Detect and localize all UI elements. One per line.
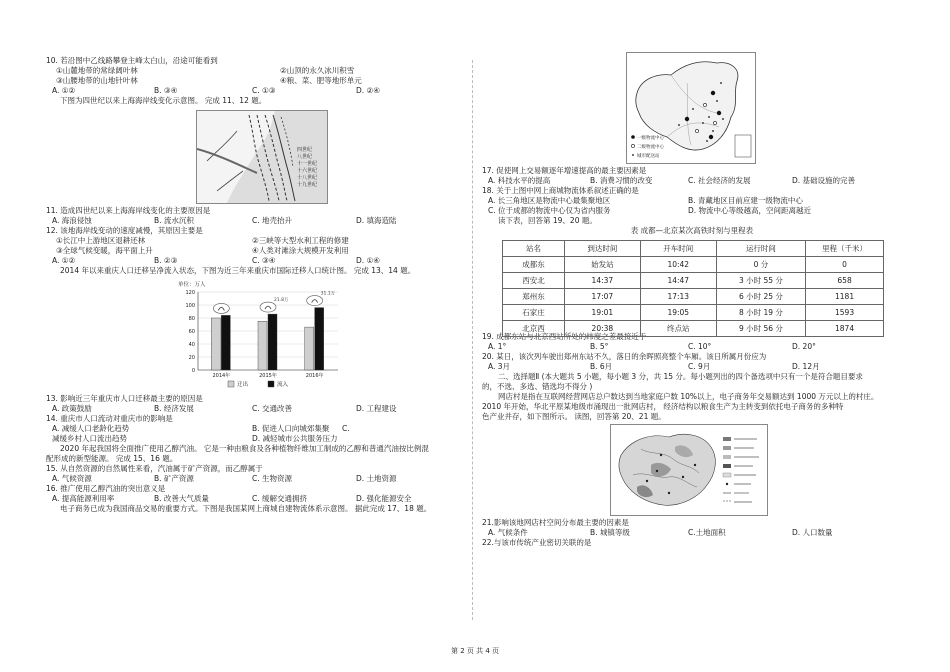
- table-cell: 北京西: [503, 321, 565, 337]
- q16-choice-c: C. 缓解交通拥挤: [252, 494, 308, 503]
- q19-choice-c: C. 10°: [688, 342, 712, 351]
- q18-choice-a: A. 长三角地区是物流中心最集聚地区: [488, 196, 611, 205]
- q13-choice-b: B. 经济发展: [154, 404, 194, 413]
- intro-21-line2: 2010 年开始，华北平原某地级市涌现出一批网店村， 经济结构以粮食生产为主转变到依托电子商务的多种特: [482, 402, 844, 411]
- q10-stem: 10. 若沿图中乙线路攀登主峰太白山，沿途可能看到: [46, 56, 218, 65]
- logistics-center-first: [685, 117, 689, 121]
- table-cell: 石家庄: [503, 305, 565, 321]
- q12-answers: [46, 256, 464, 266]
- q17-choice-c: C. 社会经济的发展: [688, 176, 751, 185]
- q12-choice-a: A. ①②: [52, 256, 76, 265]
- q16-choice-d: D. 强化能源安全: [356, 494, 412, 503]
- table-cell: 14:47: [640, 273, 716, 289]
- table-header: 运行时间: [716, 241, 805, 257]
- x-tick-label: 2014年: [212, 373, 231, 379]
- callout-bubble: [213, 303, 229, 313]
- legend-swatch-outflow: [228, 381, 234, 387]
- section2-heading-line2: 的，不选、多选、错选均不得分 ): [482, 382, 593, 391]
- table-row: [503, 289, 884, 305]
- y-tick-label: 120: [185, 290, 195, 296]
- bar-outflow: [258, 321, 267, 370]
- q15-choice-a: A. 气候资源: [52, 474, 92, 483]
- table-cell: 658: [806, 273, 884, 289]
- legend-swatch-inflow: [268, 381, 274, 387]
- table-cell: 20:38: [564, 321, 640, 337]
- table-caption: 表 成都—北京某次高铁时刻与里程表: [630, 226, 754, 235]
- y-tick-label: 100: [185, 303, 195, 309]
- table-cell: 19:05: [640, 305, 716, 321]
- q19-choice-b: B. 5°: [590, 342, 609, 351]
- regional-map-area: [482, 422, 902, 518]
- table-header-row: [503, 241, 884, 257]
- q12-options-row2: [46, 246, 464, 256]
- table-cell: 1593: [806, 305, 884, 321]
- logistics-center-first: [717, 111, 721, 115]
- q14-choice-d: D. 减轻城市公共服务压力: [252, 434, 338, 443]
- q12-choice-c: C. ③④: [252, 256, 276, 265]
- q15-answers: [46, 474, 464, 484]
- y-tick-label: 60: [188, 329, 195, 335]
- q11-choice-b: B. 流水沉积: [154, 216, 194, 225]
- q16-choice-a: A. 提高能源利用率: [52, 494, 115, 503]
- logistics-center-first: [709, 135, 713, 139]
- table-cell: 19:01: [564, 305, 640, 321]
- q11-choice-a: A. 海浪侵蚀: [52, 216, 92, 225]
- q14-choice-c-text: 减缓乡村人口流出趋势: [52, 434, 127, 443]
- south-sea-inset: [735, 135, 751, 157]
- y-tick-label: 80: [188, 316, 195, 322]
- table-cell: 始发站: [564, 257, 640, 273]
- q21-answers: [482, 528, 902, 538]
- right-column: [482, 52, 902, 548]
- intro-17-18: 电子商务已成为我国商品交易的重要方式。下图是我国某网上商城自建物流体系示意图。 据此完成 17、18 题。: [60, 504, 432, 513]
- table-cell: 3 小时 55 分: [716, 273, 805, 289]
- map-label-8th: 八世纪: [297, 154, 313, 160]
- q19-choice-d: D. 20°: [792, 342, 816, 351]
- table-header: 站名: [503, 241, 565, 257]
- q11-choice-d: D. 填海造陆: [356, 216, 397, 225]
- q13-answers: [46, 404, 464, 414]
- q18-choice-d: D. 物流中心等级越高，空间距离越近: [688, 206, 812, 215]
- section2-heading-line1: 二、选择题Ⅱ (本大题共 5 小题，每小题 3 分，共 15 分。每小题列出的四个备选项中只有一个是符合题目要求: [498, 372, 863, 381]
- train-timetable: [502, 240, 884, 337]
- table-row: [503, 273, 884, 289]
- bar-outflow: [211, 318, 220, 370]
- q10-opt1: ①山麓地带的常绿阔叶林: [56, 66, 138, 75]
- x-tick-label: 2016年: [305, 373, 324, 379]
- map-label-4th: 四世纪: [297, 147, 313, 153]
- legend-delivery-station: 城市配送站: [637, 154, 660, 159]
- bar-inflow: [268, 314, 277, 370]
- q13-stem: 13. 影响近三年重庆市人口迁移最主要的原因是: [46, 394, 203, 403]
- q21-choice-a: A. 气候条件: [488, 528, 528, 537]
- net-inflow-label: 21.8万: [274, 298, 289, 304]
- logistics-center-second: [713, 121, 716, 124]
- q18-answers-row1: [482, 196, 902, 206]
- table-cell: 17:13: [640, 289, 716, 305]
- table-cell: 1181: [806, 289, 884, 305]
- q15-choice-c: C. 生物资源: [252, 474, 293, 483]
- table-cell: 郑州东: [503, 289, 565, 305]
- intro-21-line3: 色产业并存，如下图所示。 读图，回答第 20、21 题。: [482, 412, 666, 421]
- q17-choice-d: D. 基础设施的完善: [792, 176, 856, 185]
- callout-bubble: [307, 296, 323, 306]
- q18-choice-c: C. 位于成都的物流中心仅为省内服务: [488, 206, 611, 215]
- q17-choice-b: B. 消费习惯的改变: [590, 176, 653, 185]
- table-row: [503, 257, 884, 273]
- q20-choice-c: C. 9月: [688, 362, 711, 371]
- table-header: 开车时间: [640, 241, 716, 257]
- shanghai-coastline-map: [196, 110, 328, 204]
- legend-outflow: 迁出: [237, 382, 249, 388]
- china-logistics-map: [626, 52, 756, 164]
- q11-answers: [46, 216, 464, 226]
- q12-opt3: ③全球气候变暖，海平面上升: [56, 246, 153, 255]
- y-tick-label: 40: [188, 342, 195, 348]
- q17-stem: 17. 促使网上交易额逐年增速提高的最主要因素是: [482, 166, 647, 175]
- q12-opt4: ④人类对滩涂大规模开发利用: [252, 246, 349, 255]
- migration-bar-chart: [176, 278, 346, 392]
- q14-choice-c: C.: [342, 424, 350, 433]
- q13-choice-a: A. 政策鼓励: [52, 404, 92, 413]
- coastline-map-area: [46, 106, 464, 206]
- q14-choice-b: B. 促进人口向城郊集聚: [252, 424, 330, 433]
- q14-answers: [46, 424, 464, 434]
- callout-bubble: [260, 302, 276, 312]
- q19-stem: 19. 成都东站与北京西站所处的纬度之差最接近于: [482, 332, 647, 341]
- q10-opt4: ④粮、菜、肥等地形单元: [280, 76, 362, 85]
- map-label-18th: 十八世纪: [297, 175, 318, 181]
- q12-opt2: ②三峡等大型水利工程的修建: [252, 236, 349, 245]
- q20-choice-d: D. 12月: [792, 362, 820, 371]
- q20-stem: 20. 某日，该次列车驶出郑州东站不久，落日的余晖照亮整个车厢。该日所属月份应为: [482, 352, 767, 361]
- q10-choice-a: A. ①②: [52, 86, 76, 95]
- q17-answers: [482, 176, 902, 186]
- y-tick-label: 0: [191, 368, 195, 374]
- q10-opt2: ②山顶的永久冰川积雪: [280, 66, 355, 75]
- q21-choice-b: B. 城镇等级: [590, 528, 630, 537]
- left-column: [46, 56, 464, 514]
- q13-choice-d: D. 工程建设: [356, 404, 397, 413]
- logistics-center-second: [695, 129, 698, 132]
- q10-answers: [46, 86, 464, 96]
- q18-stem: 18. 关于上图中网上商城物流体系叙述正确的是: [482, 186, 639, 195]
- q10-choice-b: B. ③④: [154, 86, 178, 95]
- bar-outflow: [305, 327, 314, 370]
- q10-opt3: ③山腰地带的山地针叶林: [56, 76, 138, 85]
- legend-second-center: 二级物流中心: [637, 145, 664, 150]
- table-cell: 1874: [806, 321, 884, 337]
- table-cell: 6 小时 25 分: [716, 289, 805, 305]
- map-label-11th: 十一世纪: [297, 161, 318, 167]
- q11-choice-c: C. 地壳抬升: [252, 216, 293, 225]
- column-divider: [472, 60, 473, 620]
- q19-answers: [482, 342, 902, 352]
- q14-choice-a: A. 减缓人口老龄化趋势: [52, 424, 130, 433]
- y-tick-label: 20: [188, 355, 195, 361]
- intro-15-16-line1: 2020 年起我国将全面推广使用乙醇汽油。 它是一种由粮食及各种植物纤维加工制成的乙醇和普通汽油按比例混: [60, 444, 429, 453]
- q19-choice-a: A. 1°: [488, 342, 507, 351]
- table-row: [503, 321, 884, 337]
- q20-choice-a: A. 3月: [488, 362, 511, 371]
- intro-13-14: 2014 年以来重庆人口迁移呈净流入状态，下图为近三年来重庆市国际迁移人口统计图。 完成 13、14 题。: [60, 266, 416, 275]
- q12-stem: 12. 该地海岸线变动的速度减慢，其原因主要是: [46, 226, 203, 235]
- table-cell: 9 小时 56 分: [716, 321, 805, 337]
- q11-stem: 11. 造成四世纪以来上海海岸线变化的主要原因是: [46, 206, 211, 215]
- map-label-19th: 十九世纪: [297, 182, 318, 188]
- x-tick-label: 2015年: [259, 373, 277, 379]
- q16-stem: 16. 推广使用乙醇汽油的突出意义是: [46, 484, 166, 493]
- q15-choice-d: D. 土地资源: [356, 474, 397, 483]
- migration-chart-area: [46, 276, 464, 394]
- logistics-map-area: [482, 52, 902, 166]
- table-row: [503, 305, 884, 321]
- q15-choice-b: B. 矿产资源: [154, 474, 194, 483]
- table-cell: 10:42: [640, 257, 716, 273]
- logistics-center-second: [703, 103, 706, 106]
- netshop-village-map: [610, 424, 768, 516]
- q12-choice-d: D. ①④: [356, 256, 380, 265]
- q21-choice-d: D. 人口数量: [792, 528, 833, 537]
- intro-15-16-line2: 配形成的新型能源。 完成 15、16 题。: [46, 454, 178, 463]
- table-cell: 14:37: [564, 273, 640, 289]
- q10-choice-c: C. ①③: [252, 86, 276, 95]
- bar-inflow: [221, 315, 230, 370]
- table-cell: 17:07: [564, 289, 640, 305]
- q12-opt1: ①长江中上游地区退耕还林: [56, 236, 146, 245]
- table-header: 到达时间: [564, 241, 640, 257]
- q13-choice-c: C. 交通改善: [252, 404, 293, 413]
- q16-choice-b: B. 改善大气质量: [154, 494, 209, 503]
- q14-answers-row2: [46, 434, 464, 444]
- page-footer: 第 2 页 共 4 页: [450, 647, 500, 655]
- q12-options-row1: [46, 236, 464, 246]
- intro-11-12: 下图为四世纪以来上海海岸线变化示意图。 完成 11、12 题。: [60, 96, 267, 105]
- table-cell: 0: [806, 257, 884, 273]
- timetable-area: [482, 236, 902, 332]
- table-cell: 8 小时 19 分: [716, 305, 805, 321]
- table-cell: 0 分: [716, 257, 805, 273]
- logistics-center-first: [711, 91, 715, 95]
- y-axis-label: 单位：万人: [178, 282, 206, 288]
- table-cell: 西安北: [503, 273, 565, 289]
- q15-stem: 15. 从自然资源的自然属性来看，汽油属于矿产资源，而乙醇属于: [46, 464, 263, 473]
- table-cell: 成都东: [503, 257, 565, 273]
- q18-choice-b: B. 青藏地区目前应建一级物流中心: [688, 196, 803, 205]
- intro-19-20: 读下表，回答第 19、20 题。: [498, 216, 597, 225]
- q21-stem: 21.影响该地网店村空间分布最主要的因素是: [482, 518, 629, 527]
- legend-first-center: 一级物流中心: [637, 136, 664, 141]
- legend-inflow: 流入: [277, 382, 289, 388]
- bar-inflow: [315, 308, 324, 370]
- q20-answers: [482, 362, 902, 372]
- q10-options-row1: [46, 66, 464, 76]
- net-inflow-label: 31.1万: [320, 291, 336, 297]
- q22-stem: 22.与该市传统产业密切关联的是: [482, 538, 592, 547]
- q16-answers: [46, 494, 464, 504]
- map-label-16th: 十六世纪: [297, 168, 318, 174]
- table-cell: 终点站: [640, 321, 716, 337]
- q17-choice-a: A. 科技水平的提高: [488, 176, 551, 185]
- q12-choice-b: B. ②③: [154, 256, 178, 265]
- table-header: 里程（千米）: [806, 241, 884, 257]
- q20-choice-b: B. 6月: [590, 362, 613, 371]
- q14-stem: 14. 重庆市人口流动对重庆市的影响是: [46, 414, 173, 423]
- q10-choice-d: D. ②④: [356, 86, 380, 95]
- q10-options-row2: [46, 76, 464, 86]
- q21-choice-c: C.土地面积: [688, 528, 726, 537]
- q18-answers-row2: [482, 206, 902, 216]
- intro-21-line1: 网店村是指在互联网经营网店总户数达到当地家庭户数 10%以上，电子商务年交易额达到 1000 万元以上的村庄。: [498, 392, 879, 401]
